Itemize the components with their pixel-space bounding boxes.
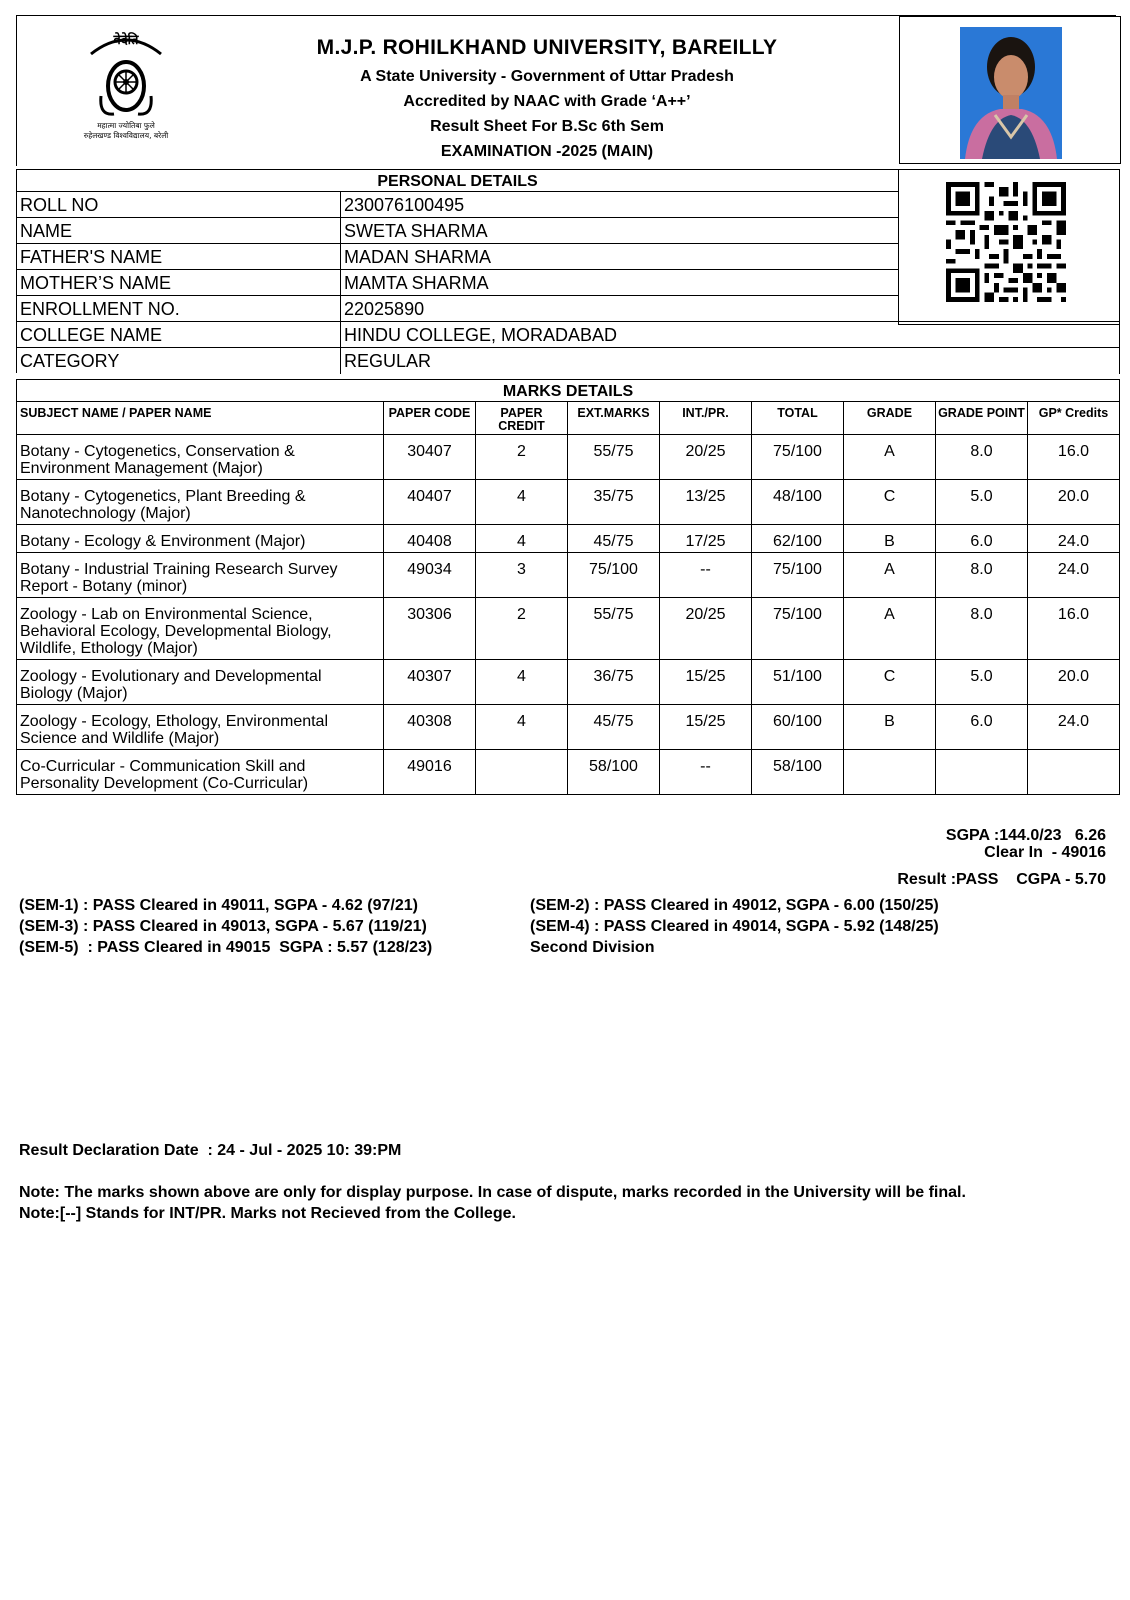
gp-credits xyxy=(1027,750,1119,795)
grade xyxy=(843,750,935,795)
col-gp-credits: GP* Credits xyxy=(1027,402,1119,435)
grade-point: 8.0 xyxy=(935,435,1027,480)
int-marks: 13/25 xyxy=(659,480,751,525)
sheet-header xyxy=(16,15,1116,166)
division: Second Division xyxy=(530,939,655,956)
note-int-pr: Note:[--] Stands for INT/PR. Marks not Recieved from the College. xyxy=(19,1205,516,1222)
sem5-result: (SEM-5) : PASS Cleared in 49015 SGPA : 5.57 (128/23) xyxy=(19,939,433,956)
mother-name-row xyxy=(16,269,898,295)
sem4-result: (SEM-4) : PASS Cleared in 49014, SGPA - 5.92 (148/25) xyxy=(530,918,939,935)
table-row xyxy=(17,525,1120,553)
note-display-purpose: Note: The marks shown above are only for display purpose. In case of dispute, marks recorded in the University will be final. xyxy=(19,1184,966,1201)
col-paper-credit: PAPER CREDIT xyxy=(475,402,567,435)
sgpa-block xyxy=(946,827,1106,861)
gp-credits: 24.0 xyxy=(1027,553,1119,598)
grade: A xyxy=(843,435,935,480)
total-marks: 62/100 xyxy=(751,525,843,553)
college-label: COLLEGE NAME xyxy=(20,325,163,345)
paper-code: 30306 xyxy=(383,598,475,660)
grade: C xyxy=(843,660,935,705)
subject-name: Botany - Cytogenetics, Conservation & Environment Management (Major) xyxy=(17,435,384,480)
university-subtitle: A State University - Government of Uttar Pradesh xyxy=(360,68,734,85)
photo-frame xyxy=(899,16,1121,164)
paper-code: 40407 xyxy=(383,480,475,525)
subject-name: Zoology - Evolutionary and Developmental Biology (Major) xyxy=(17,660,384,705)
col-ext-marks: EXT.MARKS xyxy=(567,402,659,435)
college-value: HINDU COLLEGE, MORADABAD xyxy=(344,325,618,345)
svg-text:वेदेति: वेदेति xyxy=(113,33,139,48)
exam-title: EXAMINATION -2025 (MAIN) xyxy=(440,143,654,160)
grade-point: 8.0 xyxy=(935,553,1027,598)
subject-name: Botany - Cytogenetics, Plant Breeding & Nanotechnology (Major) xyxy=(17,480,384,525)
col-subject: SUBJECT NAME / PAPER NAME xyxy=(17,402,384,435)
total-marks: 75/100 xyxy=(751,598,843,660)
enrollment-value: 22025890 xyxy=(344,299,425,319)
sem1-result: (SEM-1) : PASS Cleared in 49011, SGPA - 4.62 (97/21) xyxy=(19,897,418,914)
table-row xyxy=(17,750,1120,795)
table-row xyxy=(17,480,1120,525)
gp-credits: 20.0 xyxy=(1027,480,1119,525)
paper-code: 40308 xyxy=(383,705,475,750)
grade-point: 8.0 xyxy=(935,598,1027,660)
gp-credits: 24.0 xyxy=(1027,525,1119,553)
int-marks: -- xyxy=(659,750,751,795)
header-titles xyxy=(217,36,877,164)
clear-in: Clear In - 49016 xyxy=(984,844,1106,861)
subject-name: Botany - Industrial Training Research Survey Report - Botany (minor) xyxy=(17,553,384,598)
grade-point: 5.0 xyxy=(935,480,1027,525)
qr-code xyxy=(946,182,1066,302)
sem2-result: (SEM-2) : PASS Cleared in 49012, SGPA - 6.00 (150/25) xyxy=(530,897,939,914)
col-total: TOTAL xyxy=(751,402,843,435)
mother-name-label: MOTHER’S NAME xyxy=(20,273,172,293)
table-row xyxy=(17,553,1120,598)
personal-details-title: PERSONAL DETAILS xyxy=(16,169,898,191)
semester-history-right xyxy=(530,895,939,958)
marks-header-row xyxy=(17,402,1120,435)
subject-name: Zoology - Ecology, Ethology, Environmental Science and Wildlife (Major) xyxy=(17,705,384,750)
int-marks: -- xyxy=(659,553,751,598)
category-value: REGULAR xyxy=(344,351,432,371)
grade-point: 5.0 xyxy=(935,660,1027,705)
table-row xyxy=(17,598,1120,660)
ext-marks: 35/75 xyxy=(567,480,659,525)
grade-point: 6.0 xyxy=(935,705,1027,750)
sem3-result: (SEM-3) : PASS Cleared in 49013, SGPA - 5.67 (119/21) xyxy=(19,918,427,935)
enrollment-row xyxy=(16,295,898,321)
total-marks: 51/100 xyxy=(751,660,843,705)
paper-credit: 4 xyxy=(475,705,567,750)
ext-marks: 45/75 xyxy=(567,705,659,750)
subject-name: Co-Curricular - Communication Skill and Personality Development (Co-Curricular) xyxy=(17,750,384,795)
ext-marks: 55/75 xyxy=(567,435,659,480)
father-name-value: MADAN SHARMA xyxy=(344,247,492,267)
col-grade: GRADE xyxy=(843,402,935,435)
accreditation: Accredited by NAAC with Grade ‘A++’ xyxy=(403,93,691,110)
subject-name: Botany - Ecology & Environment (Major) xyxy=(17,525,384,553)
total-marks: 75/100 xyxy=(751,435,843,480)
sheet-title: Result Sheet For B.Sc 6th Sem xyxy=(430,118,664,135)
paper-code: 40307 xyxy=(383,660,475,705)
grade: B xyxy=(843,525,935,553)
table-row xyxy=(17,435,1120,480)
semester-history-left xyxy=(19,895,432,958)
total-marks: 48/100 xyxy=(751,480,843,525)
col-paper-code: PAPER CODE xyxy=(383,402,475,435)
table-row xyxy=(17,705,1120,750)
gp-credits: 20.0 xyxy=(1027,660,1119,705)
enrollment-label: ENROLLMENT NO. xyxy=(20,299,180,319)
roll-no-label: ROLL NO xyxy=(20,195,99,215)
paper-credit: 3 xyxy=(475,553,567,598)
result-cgpa: Result :PASS CGPA - 5.70 xyxy=(897,871,1106,888)
int-marks: 15/25 xyxy=(659,660,751,705)
category-row xyxy=(16,347,1120,373)
grade-point: 6.0 xyxy=(935,525,1027,553)
student-photo xyxy=(960,27,1062,159)
gp-credits: 24.0 xyxy=(1027,705,1119,750)
ext-marks: 36/75 xyxy=(567,660,659,705)
ext-marks: 55/75 xyxy=(567,598,659,660)
grade: A xyxy=(843,553,935,598)
category-label: CATEGORY xyxy=(20,351,120,371)
name-label: NAME xyxy=(20,221,73,241)
sgpa: SGPA :144.0/23 6.26 xyxy=(945,827,1106,844)
subject-name: Zoology - Lab on Environmental Science, Behavioral Ecology, Developmental Biology, Wildlife, Ethology (Major) xyxy=(17,598,384,660)
father-name-label: FATHER'S NAME xyxy=(20,247,163,267)
ext-marks: 58/100 xyxy=(567,750,659,795)
ext-marks: 45/75 xyxy=(567,525,659,553)
int-marks: 17/25 xyxy=(659,525,751,553)
university-name: M.J.P. ROHILKHAND UNIVERSITY, BAREILLY xyxy=(316,36,778,59)
paper-credit: 2 xyxy=(475,435,567,480)
paper-code: 40408 xyxy=(383,525,475,553)
result-sheet xyxy=(16,15,1116,956)
ext-marks: 75/100 xyxy=(567,553,659,598)
table-row xyxy=(17,660,1120,705)
logo-text-line2: रुहेलखण्ड विश्वविद्यालय, बरेली xyxy=(83,131,169,140)
father-name-row xyxy=(16,243,898,269)
marks-details xyxy=(16,379,1120,795)
int-marks: 20/25 xyxy=(659,435,751,480)
logo-text-line1: महात्मा ज्योतिबा फुले xyxy=(97,121,155,130)
name-value: SWETA SHARMA xyxy=(344,221,488,241)
qr-frame xyxy=(898,169,1120,325)
total-marks: 75/100 xyxy=(751,553,843,598)
paper-code: 30407 xyxy=(383,435,475,480)
paper-code: 49016 xyxy=(383,750,475,795)
notes xyxy=(19,1182,966,1224)
declaration-date: Result Declaration Date : 24 - Jul - 2025 10: 39:PM xyxy=(19,1142,402,1159)
paper-code: 49034 xyxy=(383,553,475,598)
paper-credit: 4 xyxy=(475,660,567,705)
roll-no-value: 230076100495 xyxy=(344,195,465,215)
paper-credit: 4 xyxy=(475,525,567,553)
total-marks: 60/100 xyxy=(751,705,843,750)
int-marks: 20/25 xyxy=(659,598,751,660)
gp-credits: 16.0 xyxy=(1027,435,1119,480)
col-int-pr: INT./PR. xyxy=(659,402,751,435)
col-grade-point: GRADE POINT xyxy=(935,402,1027,435)
grade: B xyxy=(843,705,935,750)
gp-credits: 16.0 xyxy=(1027,598,1119,660)
total-marks: 58/100 xyxy=(751,750,843,795)
paper-credit xyxy=(475,750,567,795)
int-marks: 15/25 xyxy=(659,705,751,750)
paper-credit: 4 xyxy=(475,480,567,525)
marks-table xyxy=(16,401,1120,795)
name-row xyxy=(16,217,898,243)
grade-point xyxy=(935,750,1027,795)
grade: C xyxy=(843,480,935,525)
marks-details-title: MARKS DETAILS xyxy=(16,379,1120,401)
mother-name-value: MAMTA SHARMA xyxy=(344,273,489,293)
grade: A xyxy=(843,598,935,660)
paper-credit: 2 xyxy=(475,598,567,660)
roll-no-row xyxy=(16,191,898,217)
university-logo xyxy=(69,24,183,142)
